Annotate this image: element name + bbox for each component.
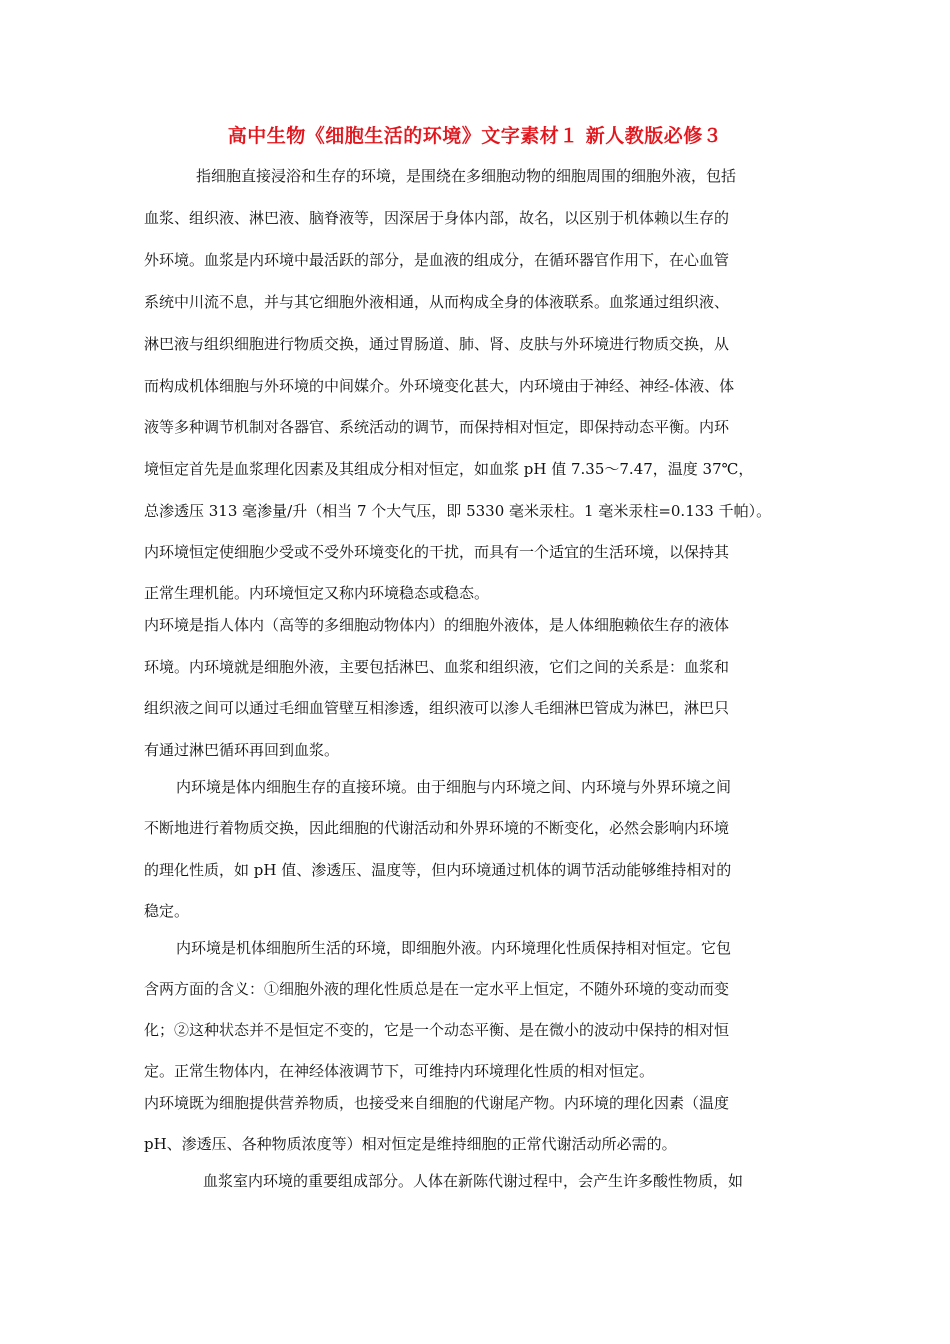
body-line: 内环境恒定使细胞少受或不受外环境变化的干扰，而具有一个适宜的生活环境，以保持其	[144, 543, 730, 561]
body-line: 淋巴液与组织细胞进行物质交换，通过胃肠道、肺、肾、皮肤与外环境进行物质交换，从	[144, 335, 730, 353]
body-line: 血浆室内环境的重要组成部分。人体在新陈代谢过程中，会产生许多酸性物质，如	[203, 1172, 744, 1190]
body-line: 不断地进行着物质交换，因此细胞的代谢活动和外界环境的不断变化，必然会影响内环境	[144, 819, 730, 837]
body-line: 含两方面的含义：①细胞外液的理化性质总是在一定水平上恒定，不随外环境的变动而变	[144, 980, 730, 998]
body-line: pH、渗透压、各种物质浓度等）相对恒定是维持细胞的正常代谢活动所必需的。	[144, 1135, 677, 1153]
body-line: 外环境。血浆是内环境中最活跃的部分，是血液的组成分，在循环器官作用下，在心血管	[144, 251, 730, 269]
body-line: 稳定。	[144, 902, 190, 920]
body-line: 总渗透压 313 毫渗量/升（相当 7 个大气压，即 5330 毫米汞柱。1 毫米汞柱=0.133 千帕）。	[144, 502, 772, 520]
body-line: 内环境是指人体内（高等的多细胞动物体内）的细胞外液体，是人体细胞赖依生存的液体	[144, 616, 730, 634]
body-line: 指细胞直接浸浴和生存的环境，是围绕在多细胞动物的细胞周围的细胞外液，包括	[196, 167, 737, 185]
document-title: 高中生物《细胞生活的环境》文字素材１ 新人教版必修３	[227, 125, 723, 147]
body-line: 有通过淋巴循环再回到血浆。	[144, 741, 340, 759]
body-line: 液等多种调节机制对各器官、系统活动的调节，而保持相对恒定，即保持动态平衡。内环	[144, 418, 730, 436]
body-line: 境恒定首先是血浆理化因素及其组成分相对恒定，如血浆 pH 值 7.35～7.47，温度 37℃，	[144, 460, 754, 478]
body-line: 内环境是体内细胞生存的直接环境。由于细胞与内环境之间、内环境与外界环境之间	[176, 778, 732, 796]
body-line: 血浆、组织液、淋巴液、脑脊液等，因深居于身体内部，故名，以区别于机体赖以生存的	[144, 209, 730, 227]
body-line: 内环境既为细胞提供营养物质，也接受来自细胞的代谢尾产物。内环境的理化因素（温度	[144, 1094, 730, 1112]
body-line: 组织液之间可以通过毛细血管壁互相渗透，组织液可以渗人毛细淋巴管成为淋巴，淋巴只	[144, 699, 730, 717]
body-line: 正常生理机能。内环境恒定又称内环境稳态或稳态。	[144, 584, 490, 602]
body-line: 系统中川流不息，并与其它细胞外液相通，从而构成全身的体液联系。血浆通过组织液、	[144, 293, 730, 311]
body-line: 内环境是机体细胞所生活的环境，即细胞外液。内环境理化性质保持相对恒定。它包	[176, 939, 732, 957]
body-line: 的理化性质，如 pH 值、渗透压、温度等，但内环境通过机体的调节活动能够维持相对的	[144, 861, 732, 879]
body-line: 定。正常生物体内，在神经体液调节下，可维持内环境理化性质的相对恒定。	[144, 1062, 655, 1080]
body-line: 化；②这种状态并不是恒定不变的，它是一个动态平衡、是在微小的波动中保持的相对恒	[144, 1021, 730, 1039]
body-line: 而构成机体细胞与外环境的中间媒介。外环境变化甚大，内环境由于神经、神经-体液、体	[144, 377, 735, 395]
body-line: 环境。内环境就是细胞外液，主要包括淋巴、血浆和组织液，它们之间的关系是：血浆和	[144, 658, 730, 676]
